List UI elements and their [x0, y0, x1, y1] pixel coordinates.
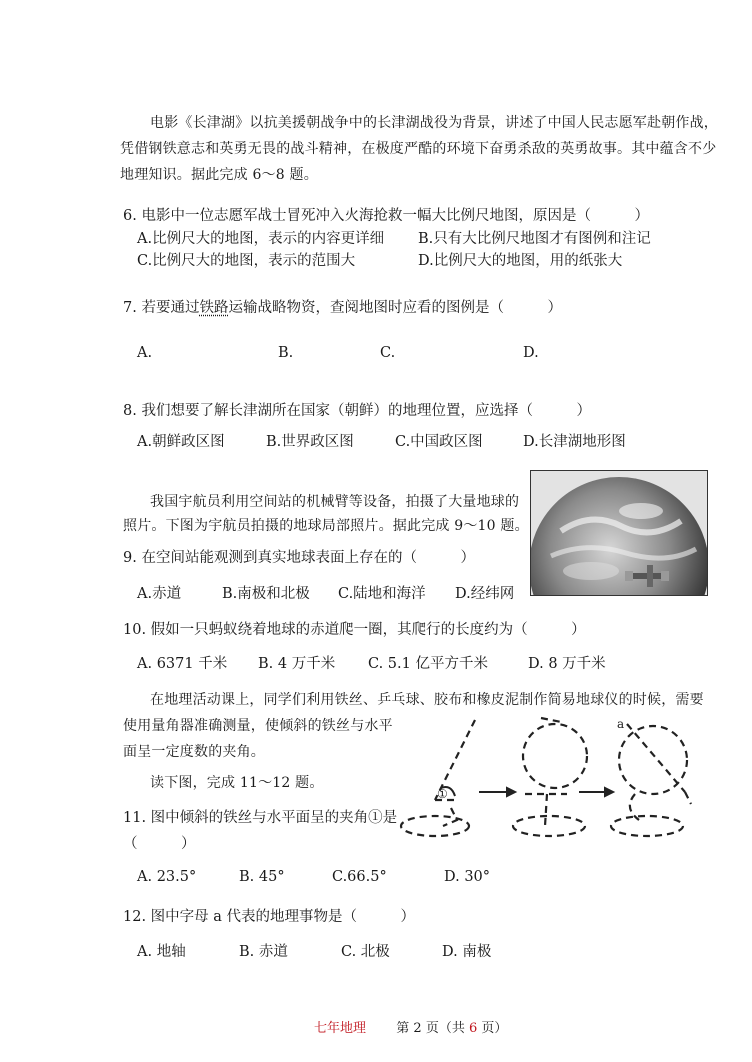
question-9-option-b: B.南极和北极	[222, 586, 310, 602]
question-9-stem: 9. 在空间站能观测到真实地球表面上存在的（ ）	[123, 550, 475, 566]
question-6-option-b: B.只有大比例尺地图才有图例和注记	[418, 231, 651, 247]
question-7-option-a: A.	[137, 345, 153, 361]
question-8-option-c: C.中国政区图	[395, 434, 483, 450]
question-11-option-c: C.66.5°	[332, 869, 387, 885]
footer-total-pages: 6	[468, 1021, 478, 1036]
intro-3-line-4: 读下图，完成 11～12 题。	[150, 775, 324, 791]
question-9-option-c: C.陆地和海洋	[338, 586, 426, 602]
question-9-option-d: D.经纬网	[455, 586, 515, 602]
question-12-option-a: A. 地轴	[137, 944, 186, 960]
globe-assembly-figure	[395, 708, 715, 848]
ping-pong-ball-step-2	[523, 724, 587, 788]
question-8-stem: 8. 我们想要了解长津湖所在国家（朝鲜）的地理位置，应选择（ ）	[123, 403, 591, 419]
earth-photo-image	[531, 471, 707, 595]
question-7-stem-post: 运输战略物资，查阅地图时应看的图例是（ ）	[228, 300, 562, 316]
question-7-option-c: C.	[380, 345, 396, 361]
intro-2-line-2: 照片。下图为宇航员拍摄的地球局部照片。据此完成 9～10 题。	[123, 518, 529, 534]
question-7-stem	[123, 296, 562, 317]
question-11-stem: 11. 图中倾斜的铁丝与水平面呈的夹角①是	[123, 810, 398, 826]
intro-3-line-2: 使用量角器准确测量，使倾斜的铁丝与水平	[123, 718, 393, 734]
intro-1-line-3: 地理知识。据此完成 6～8 题。	[120, 167, 318, 183]
question-9-option-a: A.赤道	[137, 586, 182, 602]
footer-subject: 七年地理	[314, 1021, 367, 1036]
question-10-option-b: B. 4 万千米	[258, 656, 336, 672]
question-10-option-a: A. 6371 千米	[137, 656, 228, 672]
question-6-option-a: A.比例尺大的地图，表示的内容更详细	[137, 231, 385, 247]
question-11-option-d: D. 30°	[444, 869, 491, 885]
intro-1-line-2: 凭借钢铁意志和英勇无畏的战斗精神，在极度严酷的环境下奋勇杀敌的英勇故事。其中蕴含不少	[120, 141, 717, 157]
question-12-option-c: C. 北极	[341, 944, 390, 960]
question-7-stem-pre: 7. 若要通过	[123, 300, 200, 316]
question-7-option-d: D.	[523, 345, 539, 361]
angle-label: ①	[437, 787, 448, 801]
question-10-option-c: C. 5.1 亿平方千米	[368, 656, 488, 672]
question-6-option-c: C.比例尺大的地图，表示的范围大	[137, 253, 356, 269]
question-6-option-d: D.比例尺大的地图，用的纸张大	[418, 253, 623, 269]
question-7-option-b: B.	[278, 345, 294, 361]
question-11-answer-blank: （ ）	[123, 836, 196, 852]
question-10-option-d: D. 8 万千米	[528, 656, 606, 672]
footer-page-suffix: 页）	[481, 1021, 508, 1036]
intro-2-line-1: 我国宇航员利用空间站的机械臂等设备，拍摄了大量地球的	[150, 494, 520, 510]
earth-photo	[530, 470, 708, 596]
footer-page-prefix: 第 2 页（共	[396, 1021, 465, 1036]
axis-letter-label: a	[617, 717, 625, 731]
question-8-option-a: A.朝鲜政区图	[137, 434, 225, 450]
globe-assembly-diagram	[395, 708, 715, 848]
question-12-stem: 12. 图中字母 a 代表的地理事物是（ ）	[123, 909, 416, 925]
question-12-option-b: B. 赤道	[239, 944, 288, 960]
question-12-option-d: D. 南极	[442, 944, 492, 960]
question-7-emphasis: 铁路	[199, 300, 229, 316]
question-11-option-b: B. 45°	[239, 869, 285, 885]
page-footer	[314, 1017, 507, 1036]
question-8-option-b: B.世界政区图	[266, 434, 354, 450]
question-11-option-a: A. 23.5°	[137, 869, 197, 885]
question-10-stem: 10. 假如一只蚂蚁绕着地球的赤道爬一圈，其爬行的长度约为（ ）	[123, 622, 586, 638]
question-6-stem: 6. 电影中一位志愿军战士冒死冲入火海抢救一幅大比例尺地图，原因是（ ）	[123, 208, 649, 224]
intro-1-line-1: 电影《长津湖》以抗美援朝战争中的长津湖战役为背景，讲述了中国人民志愿军赴朝作战，	[150, 115, 718, 131]
intro-3-line-3: 面呈一定度数的夹角。	[123, 744, 265, 760]
intro-3-line-1: 在地理活动课上，同学们利用铁丝、乒乓球、胶布和橡皮泥制作简易地球仪的时候，需要	[150, 692, 704, 708]
question-8-option-d: D.长津湖地形图	[523, 434, 626, 450]
